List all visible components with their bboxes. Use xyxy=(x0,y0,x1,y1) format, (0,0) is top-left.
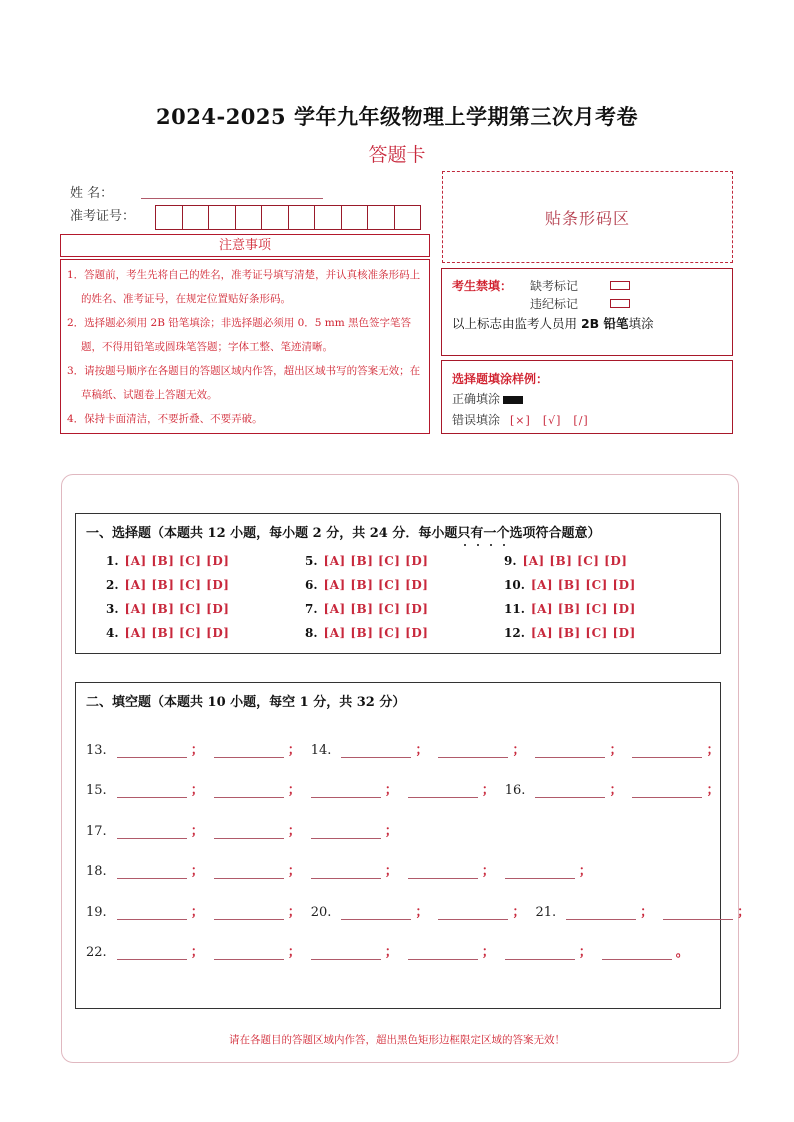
section1-title: 一、选择题（本题共 12 小题，每小题 2 分，共 24 分．每小题只有一个选项符合题意） xyxy=(86,526,601,541)
question-number: 18. xyxy=(86,864,107,879)
answer-bubbles[interactable]: [A] [B] [C] [D] xyxy=(124,626,230,640)
separator: ； xyxy=(287,945,301,960)
answer-blank[interactable] xyxy=(117,947,187,960)
name-label: 姓 名： xyxy=(70,186,114,201)
mc-column xyxy=(106,554,229,650)
answer-blank[interactable] xyxy=(408,866,478,879)
absent-mark-box[interactable] xyxy=(610,281,630,290)
question-number: 13. xyxy=(86,743,107,758)
exam-id-boxes xyxy=(155,205,421,229)
separator: ； xyxy=(512,905,526,920)
notice-body xyxy=(60,259,430,434)
exam-id-digit-box[interactable] xyxy=(341,205,368,230)
wrong-fill-example: 错误填涂 [×] [√] [/] xyxy=(452,413,589,427)
name-field[interactable] xyxy=(141,198,323,199)
check-mark-icon: [√] xyxy=(542,414,562,427)
answer-bubbles[interactable]: [A] [B] [C] [D] xyxy=(323,554,429,568)
separator: ； xyxy=(706,743,720,758)
separator: ； xyxy=(190,824,204,839)
separator: ； xyxy=(287,824,301,839)
answer-blank[interactable] xyxy=(505,866,575,879)
answer-blank[interactable] xyxy=(117,745,187,758)
exam-id-digit-box[interactable] xyxy=(208,205,235,230)
answer-blank[interactable] xyxy=(311,947,381,960)
answer-blank[interactable] xyxy=(566,907,636,920)
question-number: 8. xyxy=(305,626,318,640)
answer-bubbles[interactable]: [A] [B] [C] [D] xyxy=(124,602,230,616)
answer-blank[interactable] xyxy=(663,907,733,920)
separator: ； xyxy=(190,945,204,960)
violation-mark-label: 违纪标记 xyxy=(530,297,579,311)
slash-mark-icon: [/] xyxy=(573,414,589,427)
answer-blank[interactable] xyxy=(214,866,284,879)
separator: ； xyxy=(287,743,301,758)
question-number: 6. xyxy=(305,578,318,592)
question-number: 10. xyxy=(504,578,525,592)
question-number: 20. xyxy=(310,905,332,920)
section-fill-in-blank xyxy=(75,682,751,1009)
fill-blank-row xyxy=(86,779,729,798)
separator: ； xyxy=(578,945,592,960)
answer-blank[interactable] xyxy=(311,826,381,839)
question-number: 5. xyxy=(305,554,318,568)
answer-bubbles[interactable]: [A] [B] [C] [D] xyxy=(530,626,636,640)
separator: ； xyxy=(384,824,398,839)
examiner-note: 以上标志由监考人员用 2B 铅笔填涂 xyxy=(452,316,654,331)
answer-bubbles[interactable]: [A] [B] [C] [D] xyxy=(323,626,429,640)
fill-blank-row xyxy=(86,739,729,758)
question-number: 21. xyxy=(535,905,557,920)
separator: ； xyxy=(384,945,398,960)
notice-item: 3．请按题号顺序在各题目的答题区域内作答，超出区域书写的答案无效；在草稿纸、试题卷上答题无效。 xyxy=(67,365,421,401)
mc-question-row xyxy=(305,578,428,602)
question-number: 16. xyxy=(504,783,526,798)
question-number: 14. xyxy=(310,743,332,758)
separator: ； xyxy=(384,783,398,798)
question-number: 7. xyxy=(305,602,318,616)
notice-item: 4．保持卡面清洁，不要折叠、不要弄破。 xyxy=(67,413,263,425)
answer-blank[interactable] xyxy=(602,947,672,960)
mc-question-row xyxy=(106,578,229,602)
answer-blank[interactable] xyxy=(311,785,381,798)
separator: ； xyxy=(609,783,623,798)
mc-question-row xyxy=(504,554,636,578)
answer-blank[interactable] xyxy=(632,785,702,798)
answer-bubbles[interactable]: [A] [B] [C] [D] xyxy=(522,554,628,568)
separator: ； xyxy=(384,864,398,879)
section2-title: 二、填空题（本题共 10 小题，每空 1 分，共 32 分） xyxy=(86,695,406,710)
question-number: 9. xyxy=(504,554,517,568)
separator: ； xyxy=(415,743,429,758)
answer-blank[interactable] xyxy=(505,947,575,960)
absent-mark-label: 缺考标记 xyxy=(530,279,579,293)
separator: ； xyxy=(190,783,204,798)
answer-blank[interactable] xyxy=(408,785,478,798)
mc-question-row xyxy=(106,602,229,626)
separator: ； xyxy=(640,905,654,920)
answer-blank[interactable] xyxy=(214,826,284,839)
answer-bubbles[interactable]: [A] [B] [C] [D] xyxy=(124,578,230,592)
separator: ； xyxy=(415,905,429,920)
fill-sample-box xyxy=(441,360,733,434)
separator: ； xyxy=(287,783,301,798)
answer-bubbles[interactable]: [A] [B] [C] [D] xyxy=(323,578,429,592)
separator: ； xyxy=(481,783,495,798)
answer-blank[interactable] xyxy=(214,785,284,798)
answer-blank[interactable] xyxy=(632,745,702,758)
answer-blank[interactable] xyxy=(117,866,187,879)
mc-question-row xyxy=(106,554,229,578)
exam-id-digit-box[interactable] xyxy=(235,205,262,230)
answer-blank[interactable] xyxy=(214,907,284,920)
fill-blank-row xyxy=(86,820,408,839)
question-number: 17. xyxy=(86,824,107,839)
notice-item: 1．答题前，考生先将自己的姓名，准考证号填写清楚，并认真核准条形码上的姓名、准考证号，在规定位置贴好条形码。 xyxy=(67,269,421,305)
question-number: 2. xyxy=(106,578,119,592)
fill-blank-row xyxy=(86,941,699,960)
mc-column xyxy=(504,554,636,650)
mc-question-row xyxy=(504,578,636,602)
answer-blank[interactable] xyxy=(117,907,187,920)
exam-id-digit-box[interactable] xyxy=(182,205,209,230)
answer-bubbles[interactable]: [A] [B] [C] [D] xyxy=(323,602,429,616)
exam-id-digit-box[interactable] xyxy=(314,205,341,230)
exam-id-digit-box[interactable] xyxy=(261,205,288,230)
separator: ； xyxy=(190,864,204,879)
mc-question-row xyxy=(305,602,428,626)
mc-question-row xyxy=(305,554,428,578)
separator: ； xyxy=(190,743,204,758)
fill-sample-label: 选择题填涂样例： xyxy=(452,372,549,386)
answer-blank[interactable] xyxy=(535,785,605,798)
answer-bubbles[interactable]: [A] [B] [C] [D] xyxy=(530,578,636,592)
separator: ； xyxy=(737,905,751,920)
answer-blank[interactable] xyxy=(341,745,411,758)
violation-mark-box[interactable] xyxy=(610,299,630,308)
question-number: 19. xyxy=(86,905,107,920)
section-multiple-choice xyxy=(75,513,721,654)
notice-heading: 注意事项 xyxy=(60,234,430,257)
separator: ； xyxy=(578,864,592,879)
answer-blank[interactable] xyxy=(408,947,478,960)
answer-blank[interactable] xyxy=(438,745,508,758)
separator: ； xyxy=(609,743,623,758)
mc-question-row xyxy=(504,602,636,626)
exam-id-label: 准考证号： xyxy=(70,209,136,224)
separator: ； xyxy=(706,783,720,798)
question-number: 3. xyxy=(106,602,119,616)
forbidden-label: 考生禁填： xyxy=(452,279,513,293)
mc-question-row xyxy=(504,626,636,650)
separator: ； xyxy=(190,905,204,920)
separator: ； xyxy=(287,905,301,920)
separator: ； xyxy=(287,864,301,879)
fill-blank-row xyxy=(86,901,760,920)
question-number: 1. xyxy=(106,554,119,568)
page-title: 2024-2025 学年九年级物理上学期第三次月考卷 xyxy=(156,104,638,129)
question-number: 22. xyxy=(86,945,107,960)
exam-id-digit-box[interactable] xyxy=(155,205,182,230)
exam-id-digit-box[interactable] xyxy=(367,205,394,230)
answer-blank[interactable] xyxy=(117,785,187,798)
footer-warning: 请在各题目的答题区域内作答，超出黑色矩形边框限定区域的答案无效！ xyxy=(229,1034,565,1046)
question-number: 11. xyxy=(504,602,525,616)
answer-blank[interactable] xyxy=(311,866,381,879)
question-number: 15. xyxy=(86,783,107,798)
answer-blank[interactable] xyxy=(438,907,508,920)
question-number: 4. xyxy=(106,626,119,640)
barcode-area xyxy=(442,171,733,263)
answer-blank[interactable] xyxy=(214,947,284,960)
answer-blank[interactable] xyxy=(214,745,284,758)
question-number: 12. xyxy=(504,626,525,640)
separator: ； xyxy=(512,743,526,758)
answer-bubbles[interactable]: [A] [B] [C] [D] xyxy=(124,554,230,568)
answer-blank[interactable] xyxy=(341,907,411,920)
mc-column xyxy=(305,554,428,650)
correct-fill-example: 正确填涂 xyxy=(452,390,523,407)
exam-id-digit-box[interactable] xyxy=(394,205,422,230)
answer-bubbles[interactable]: [A] [B] [C] [D] xyxy=(530,602,636,616)
examiner-only-box xyxy=(441,268,733,356)
exam-id-digit-box[interactable] xyxy=(288,205,315,230)
answer-blank[interactable] xyxy=(535,745,605,758)
separator: ； xyxy=(481,864,495,879)
notice-item: 2．选择题必须用 2B 铅笔填涂；非选择题必须用 0．5 mm 黑色签字笔答题，不得用铅笔或圆珠笔答题；字体工整、笔迹清晰。 xyxy=(67,317,412,353)
page-subtitle: 答题卡 xyxy=(368,144,426,166)
answer-blank[interactable] xyxy=(117,826,187,839)
filled-block-icon xyxy=(503,396,523,404)
barcode-label: 贴条形码区 xyxy=(544,208,630,228)
cross-mark-icon: [×] xyxy=(510,414,531,427)
fill-blank-row xyxy=(86,860,602,879)
separator: ； xyxy=(481,945,495,960)
mc-question-row xyxy=(106,626,229,650)
mc-question-row xyxy=(305,626,428,650)
separator: 。 xyxy=(675,945,689,960)
